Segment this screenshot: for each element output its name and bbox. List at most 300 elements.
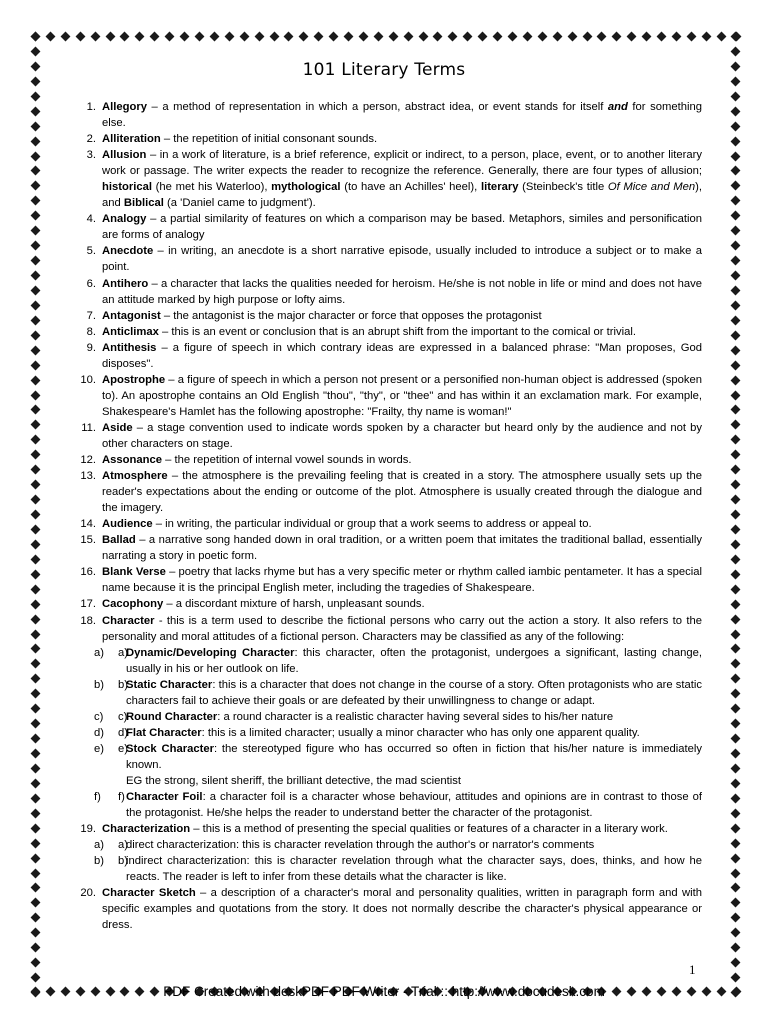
diamond-ornament — [31, 674, 41, 684]
diamond-ornament — [31, 91, 41, 101]
diamond-ornament — [731, 256, 741, 266]
term-number: 10. — [80, 373, 96, 386]
term-number: 1. — [86, 101, 96, 113]
diamond-ornament — [31, 823, 41, 833]
term-number: 16. — [80, 566, 96, 579]
sub-definition: : the stereotyped figure who has occurred so often in fiction that his/her nature is immediately known. — [126, 742, 702, 771]
diamond-ornament — [31, 659, 41, 669]
term-definition: – the atmosphere is the prevailing feeling that is created in a story. The atmosphere usually sets up the reader's expectations about the ending or outcome of the plot. Atmosphere is usually created through the dialogue and the imagery. — [102, 470, 702, 515]
term-name: Anticlimax — [102, 325, 159, 338]
diamond-ornament — [597, 32, 607, 42]
diamond-ornament — [731, 793, 741, 803]
diamond-ornament — [31, 226, 41, 236]
diamond-ornament — [31, 375, 41, 385]
sub-definition: : a character foil is a character whose behaviour, attitudes and opinions are in contrast to those of the protagonist. He/she helps the reader to understand better the character of the protagonist. — [126, 791, 702, 820]
diamond-ornament — [731, 151, 741, 161]
diamond-ornament — [478, 32, 488, 42]
term-definition: – a narrative song handed down in oral tradition, or a written poem that imitates the traditional ballad, essentially narrating a story in poetic form. — [102, 534, 702, 563]
diamond-ornament — [731, 823, 741, 833]
term-name: Character — [102, 614, 155, 627]
term-definition: – the repetition of initial consonant sounds. — [160, 133, 378, 146]
diamond-ornament — [60, 32, 70, 42]
diamond-ornament — [284, 32, 294, 42]
diamond-ornament — [731, 524, 741, 534]
diamond-ornament — [224, 32, 234, 42]
trial-footer: PDF Created with deskPDF PDF Writer - Trial :: http://www.docudesk.com — [163, 984, 605, 999]
diamond-ornament — [552, 32, 562, 42]
diamond-ornament — [358, 32, 368, 42]
diamond-ornament — [31, 360, 41, 370]
term-name: Antagonist — [102, 309, 161, 322]
diamond-ornament — [31, 719, 41, 729]
allusion-type: Biblical — [123, 197, 164, 210]
term-item — [74, 420, 702, 452]
diamond-ornament — [657, 32, 667, 42]
term-number: 15. — [80, 534, 96, 547]
diamond-ornament — [31, 704, 41, 714]
diamond-ornament — [731, 674, 741, 684]
term-definition: – a method of representation in which a person, abstract idea, or event stands for itself — [147, 101, 608, 113]
diamond-ornament — [582, 32, 592, 42]
sub-label: e) — [118, 742, 129, 755]
example-line: EG the strong, silent sheriff, the brilliant detective, the mad scientist — [126, 774, 461, 787]
diamond-ornament — [31, 330, 41, 340]
sub-label: b) — [94, 855, 105, 868]
diamond-ornament — [731, 778, 741, 788]
diamond-ornament — [716, 32, 726, 42]
diamond-ornament — [45, 32, 55, 42]
diamond-ornament — [31, 300, 41, 310]
diamond-ornament — [31, 958, 41, 968]
diamond-ornament — [731, 450, 741, 460]
diamond-ornament — [731, 480, 741, 490]
term-item — [74, 147, 702, 211]
diamond-ornament — [731, 749, 741, 759]
sub-label: a) — [94, 646, 105, 659]
term-number: 12. — [80, 454, 96, 467]
term-emphasis: and — [607, 101, 628, 113]
diamond-ornament — [731, 300, 741, 310]
term-definition: (a 'Daniel came to judgment'). — [163, 197, 316, 210]
term-number: 13. — [80, 470, 96, 483]
diamond-ornament — [105, 32, 115, 42]
diamond-ornament — [731, 181, 741, 191]
term-definition: (Steinbeck's title — [518, 181, 608, 194]
diamond-ornament — [731, 614, 741, 624]
terms-list — [74, 99, 702, 933]
diamond-ornament — [731, 958, 741, 968]
sub-term: Stock Character — [126, 742, 214, 755]
diamond-ornament — [31, 435, 41, 445]
term-definition: – a figure of speech in which a person not present or a personified non-human object is addressed (spoken to). An apostrophe contains an Old English "thou", "thy", or "thee" and has within it an exclamation mark. For example, Shakespeare's Hamlet has the following apostrophe: "Frailty, thy name is woman!" — [102, 373, 702, 418]
diamond-ornament — [403, 32, 413, 42]
term-item — [74, 885, 702, 933]
diamond-ornament — [31, 315, 41, 325]
diamond-ornament — [731, 689, 741, 699]
sub-item — [74, 709, 702, 725]
book-title: Of Mice and Men — [607, 181, 696, 194]
diamond-ornament — [31, 32, 41, 42]
diamond-ornament — [731, 734, 741, 744]
diamond-ornament — [463, 32, 473, 42]
diamond-ornament — [731, 569, 741, 579]
term-definition: – a character that lacks the qualities needed for heroism. He/she is not noble in life or mind and does not have an attitude marked by high purpose or lofty aims. — [102, 277, 702, 306]
diamond-ornament — [195, 32, 205, 42]
term-name: Allusion — [102, 149, 147, 162]
diamond-ornament — [731, 808, 741, 818]
sub-label: a) — [118, 839, 129, 852]
diamond-ornament — [31, 524, 41, 534]
term-definition: – in writing, the particular individual or group that a work seems to address or appeal to. — [152, 518, 592, 531]
diamond-ornament — [31, 883, 41, 893]
diamond-ornament — [31, 778, 41, 788]
diamond-ornament — [731, 943, 741, 953]
diamond-ornament — [731, 375, 741, 385]
diamond-ornament — [31, 554, 41, 564]
diamond-ornament — [31, 973, 41, 983]
term-name: Character Sketch — [102, 887, 196, 900]
diamond-ornament — [31, 928, 41, 938]
term-number: 19. — [80, 823, 96, 836]
diamond-ornament — [731, 465, 741, 475]
diamond-ornament — [448, 32, 458, 42]
sub-definition: direct characterization: this is character revelation through the author's or narrator's comments — [126, 839, 595, 852]
diamond-ornament — [31, 181, 41, 191]
term-number: 17. — [80, 598, 96, 611]
diamond-ornament — [731, 629, 741, 639]
diamond-ornament — [731, 405, 741, 415]
diamond-ornament — [31, 271, 41, 281]
term-definition: - this is a term used to describe the fictional persons who carry out the action a story. It also refers to the personality and moral attitudes of a fictional person. Characters may be classified as any of the following: — [102, 614, 702, 643]
diamond-ornament — [731, 226, 741, 236]
diamond-ornament — [31, 256, 41, 266]
term-number: 4. — [86, 213, 96, 226]
page-title: 101 Literary Terms — [302, 60, 466, 80]
diamond-ornament — [31, 46, 41, 56]
sub-item — [74, 837, 702, 853]
diamond-ornament — [165, 32, 175, 42]
diamond-ornament — [150, 32, 160, 42]
term-definition: for something else. — [102, 101, 702, 130]
diamond-ornament — [418, 32, 428, 42]
sub-term: Character Foil — [126, 791, 203, 804]
term-definition: ), and — [102, 181, 702, 210]
diamond-ornament — [731, 390, 741, 400]
diamond-border-right — [730, 31, 742, 998]
term-name: Apostrophe — [102, 373, 166, 386]
term-name: Alliteration — [102, 133, 161, 146]
diamond-ornament — [388, 32, 398, 42]
diamond-ornament — [612, 32, 622, 42]
term-item — [74, 452, 702, 468]
sub-term: Dynamic/Developing Character — [126, 646, 295, 659]
sub-term: Flat Character — [126, 726, 202, 739]
term-item — [74, 596, 702, 612]
term-item — [74, 340, 702, 372]
diamond-ornament — [31, 480, 41, 490]
term-item — [74, 532, 702, 564]
sub-label: c) — [118, 710, 128, 723]
diamond-ornament — [731, 495, 741, 505]
diamond-ornament — [31, 853, 41, 863]
diamond-ornament — [75, 32, 85, 42]
diamond-ornament — [31, 689, 41, 699]
diamond-ornament — [731, 883, 741, 893]
sub-term: Round Character — [126, 710, 218, 723]
diamond-ornament — [31, 196, 41, 206]
term-definition: – poetry that lacks rhyme but has a very specific meter or rhythm called iambic pentameter. It has a special name because it is the principal English meter, including the tragedies of Shakespeare. — [102, 566, 702, 595]
diamond-ornament — [731, 599, 741, 609]
term-name: Anecdote — [102, 245, 154, 258]
diamond-ornament — [314, 32, 324, 42]
diamond-ornament — [135, 32, 145, 42]
diamond-ornament — [31, 629, 41, 639]
diamond-ornament — [209, 32, 219, 42]
diamond-ornament — [31, 838, 41, 848]
diamond-ornament — [31, 510, 41, 520]
diamond-ornament — [731, 345, 741, 355]
term-item — [74, 243, 702, 275]
diamond-ornament — [731, 91, 741, 101]
allusion-type: mythological — [271, 181, 341, 194]
sub-label: d) — [94, 726, 105, 739]
diamond-ornament — [686, 32, 696, 42]
term-definition: – this is a method of presenting the special qualities or features of a character in a literary work. — [190, 823, 668, 836]
term-item — [74, 516, 702, 532]
diamond-ornament — [299, 32, 309, 42]
diamond-border-top — [30, 31, 742, 43]
term-number: 14. — [80, 518, 96, 531]
term-definition: – in writing, an anecdote is a short narrative episode, usually included to introduce a subject or to make a point. — [102, 245, 702, 274]
diamond-ornament — [31, 913, 41, 923]
diamond-ornament — [731, 32, 741, 42]
diamond-ornament — [31, 211, 41, 221]
term-name: Aside — [102, 421, 133, 434]
sub-item — [74, 741, 702, 773]
diamond-ornament — [254, 32, 264, 42]
term-name: Ballad — [102, 534, 136, 547]
sub-definition: : this character, often the protagonist, undergoes a significant, lasting change, usually in his or her outlook on life. — [126, 646, 702, 675]
diamond-ornament — [731, 136, 741, 146]
diamond-ornament — [731, 46, 741, 56]
diamond-ornament — [269, 32, 279, 42]
diamond-ornament — [493, 32, 503, 42]
term-name: Audience — [102, 518, 153, 531]
term-name: Analogy — [102, 213, 147, 226]
term-definition: (he met his Waterloo), — [152, 181, 272, 194]
diamond-ornament — [31, 390, 41, 400]
diamond-ornament — [731, 196, 741, 206]
diamond-ornament — [31, 808, 41, 818]
term-item — [74, 468, 702, 516]
term-item — [74, 131, 702, 147]
term-item — [74, 324, 702, 340]
diamond-ornament — [731, 241, 741, 251]
term-number: 2. — [86, 133, 96, 146]
diamond-ornament — [731, 763, 741, 773]
term-definition: – in a work of literature, is a brief reference, explicit or indirect, to a person, place, event, or to another literary work or passage. The writer expects the reader to recognize the reference. Generally, there are four types of allusion; — [102, 149, 702, 178]
diamond-ornament — [731, 435, 741, 445]
diamond-ornament — [731, 719, 741, 729]
diamond-ornament — [31, 151, 41, 161]
diamond-ornament — [31, 644, 41, 654]
diamond-border-left — [30, 31, 42, 998]
term-number: 6. — [86, 277, 96, 290]
allusion-type: literary — [480, 181, 519, 194]
term-number: 18. — [80, 614, 96, 627]
sub-label: b) — [94, 678, 105, 691]
diamond-ornament — [31, 793, 41, 803]
diamond-ornament — [433, 32, 443, 42]
term-number: 9. — [86, 341, 96, 354]
term-definition: – the repetition of internal vowel sounds in words. — [162, 454, 412, 467]
term-item — [74, 211, 702, 243]
diamond-ornament — [731, 898, 741, 908]
term-definition: – a figure of speech in which contrary ideas are expressed in a balanced phrase: "Man proposes, God disposes". — [102, 341, 702, 370]
term-name: Atmosphere — [102, 470, 168, 483]
diamond-ornament — [731, 539, 741, 549]
sub-label: a) — [94, 839, 105, 852]
diamond-ornament — [731, 166, 741, 176]
diamond-ornament — [31, 136, 41, 146]
sub-label: c) — [94, 710, 104, 723]
diamond-ornament — [701, 32, 711, 42]
diamond-ornament — [731, 315, 741, 325]
term-number: 3. — [86, 149, 96, 162]
diamond-ornament — [31, 420, 41, 430]
diamond-ornament — [31, 539, 41, 549]
sub-label: f) — [94, 791, 101, 804]
sub-item — [74, 645, 702, 677]
diamond-ornament — [31, 285, 41, 295]
sub-definition: : this is a character that does not change in the course of a story. Often protagonists who are static characters fail to achieve their goals or are defeated by their unwillingness to change or adapt. — [126, 678, 702, 707]
diamond-ornament — [31, 121, 41, 131]
term-number: 20. — [80, 887, 96, 900]
term-name: Blank Verse — [102, 566, 166, 579]
diamond-ornament — [31, 450, 41, 460]
sub-label: a) — [118, 646, 129, 659]
term-definition: – this is an event or conclusion that is an abrupt shift from the important to the comical or trivial. — [158, 325, 637, 338]
diamond-ornament — [90, 32, 100, 42]
diamond-ornament — [31, 763, 41, 773]
diamond-ornament — [31, 868, 41, 878]
sub-item — [74, 725, 702, 741]
diamond-ornament — [731, 973, 741, 983]
term-definition: – a discordant mixture of harsh, unpleasant sounds. — [163, 598, 425, 611]
sub-definition: : a round character is a realistic character having several sides to his/her nature — [217, 710, 614, 723]
diamond-ornament — [731, 838, 741, 848]
sub-definition: indirect characterization: this is character revelation through what the character says, does, thinks, and how he reacts. The reader is left to infer from these details what the character is like. — [126, 855, 702, 884]
diamond-ornament — [31, 241, 41, 251]
term-name: Antithesis — [102, 341, 157, 354]
diamond-ornament — [239, 32, 249, 42]
term-number: 5. — [86, 245, 96, 258]
diamond-ornament — [31, 106, 41, 116]
term-name: Antihero — [102, 277, 149, 290]
diamond-ornament — [31, 166, 41, 176]
diamond-ornament — [642, 32, 652, 42]
sub-item — [74, 789, 702, 821]
diamond-ornament — [731, 330, 741, 340]
sub-item — [74, 677, 702, 709]
sub-label: d) — [118, 726, 129, 739]
diamond-ornament — [31, 943, 41, 953]
diamond-ornament — [731, 106, 741, 116]
term-number: 8. — [86, 325, 96, 338]
diamond-ornament — [373, 32, 383, 42]
diamond-ornament — [731, 853, 741, 863]
diamond-ornament — [731, 285, 741, 295]
diamond-ornament — [508, 32, 518, 42]
diamond-ornament — [731, 271, 741, 281]
page-number: 1 — [689, 962, 696, 977]
sub-label: f) — [118, 791, 125, 804]
diamond-ornament — [731, 510, 741, 520]
term-name: Cacophony — [102, 598, 164, 611]
diamond-ornament — [672, 32, 682, 42]
diamond-ornament — [731, 584, 741, 594]
diamond-ornament — [731, 360, 741, 370]
diamond-ornament — [731, 554, 741, 564]
term-item — [74, 308, 702, 324]
diamond-ornament — [731, 704, 741, 714]
diamond-ornament — [537, 32, 547, 42]
diamond-ornament — [731, 420, 741, 430]
diamond-ornament — [31, 749, 41, 759]
diamond-ornament — [180, 32, 190, 42]
term-number: 11. — [81, 421, 96, 434]
term-definition: – a stage convention used to indicate words spoken by a character but heard only by the audience and not by other characters on stage. — [102, 421, 702, 450]
diamond-ornament — [329, 32, 339, 42]
term-item — [74, 372, 702, 420]
diamond-ornament — [31, 734, 41, 744]
diamond-ornament — [31, 405, 41, 415]
diamond-ornament — [567, 32, 577, 42]
term-item — [74, 276, 702, 308]
allusion-type: historical — [102, 181, 153, 194]
diamond-ornament — [731, 211, 741, 221]
diamond-ornament — [31, 599, 41, 609]
diamond-ornament — [731, 121, 741, 131]
term-item — [74, 821, 702, 837]
diamond-ornament — [731, 659, 741, 669]
diamond-ornament — [344, 32, 354, 42]
diamond-ornament — [31, 569, 41, 579]
term-name: Allegory — [102, 101, 148, 113]
diamond-ornament — [731, 913, 741, 923]
term-name: Assonance — [102, 454, 163, 467]
term-item — [74, 564, 702, 596]
sub-label: b) — [118, 678, 129, 691]
sub-label: e) — [94, 742, 105, 755]
sub-definition: : this is a limited character; usually a minor character who has only one apparent quality. — [201, 726, 640, 739]
diamond-ornament — [731, 644, 741, 654]
diamond-ornament — [31, 495, 41, 505]
term-definition: (to have an Achilles' heel), — [340, 181, 481, 194]
diamond-ornament — [731, 928, 741, 938]
term-item — [74, 99, 702, 131]
term-definition: – a description of a character's moral and personality qualities, written in paragraph form and with specific examples and quotations from the story. It does not normally describe the character's physical appearance or dress. — [102, 887, 702, 932]
diamond-ornament — [120, 32, 130, 42]
term-item — [74, 613, 702, 645]
term-number: 7. — [86, 309, 96, 322]
term-definition: – the antagonist is the major character or force that opposes the protagonist — [160, 309, 542, 322]
diamond-ornament — [31, 614, 41, 624]
diamond-ornament — [31, 465, 41, 475]
diamond-ornament — [31, 345, 41, 355]
sub-item — [74, 853, 702, 885]
diamond-ornament — [731, 868, 741, 878]
